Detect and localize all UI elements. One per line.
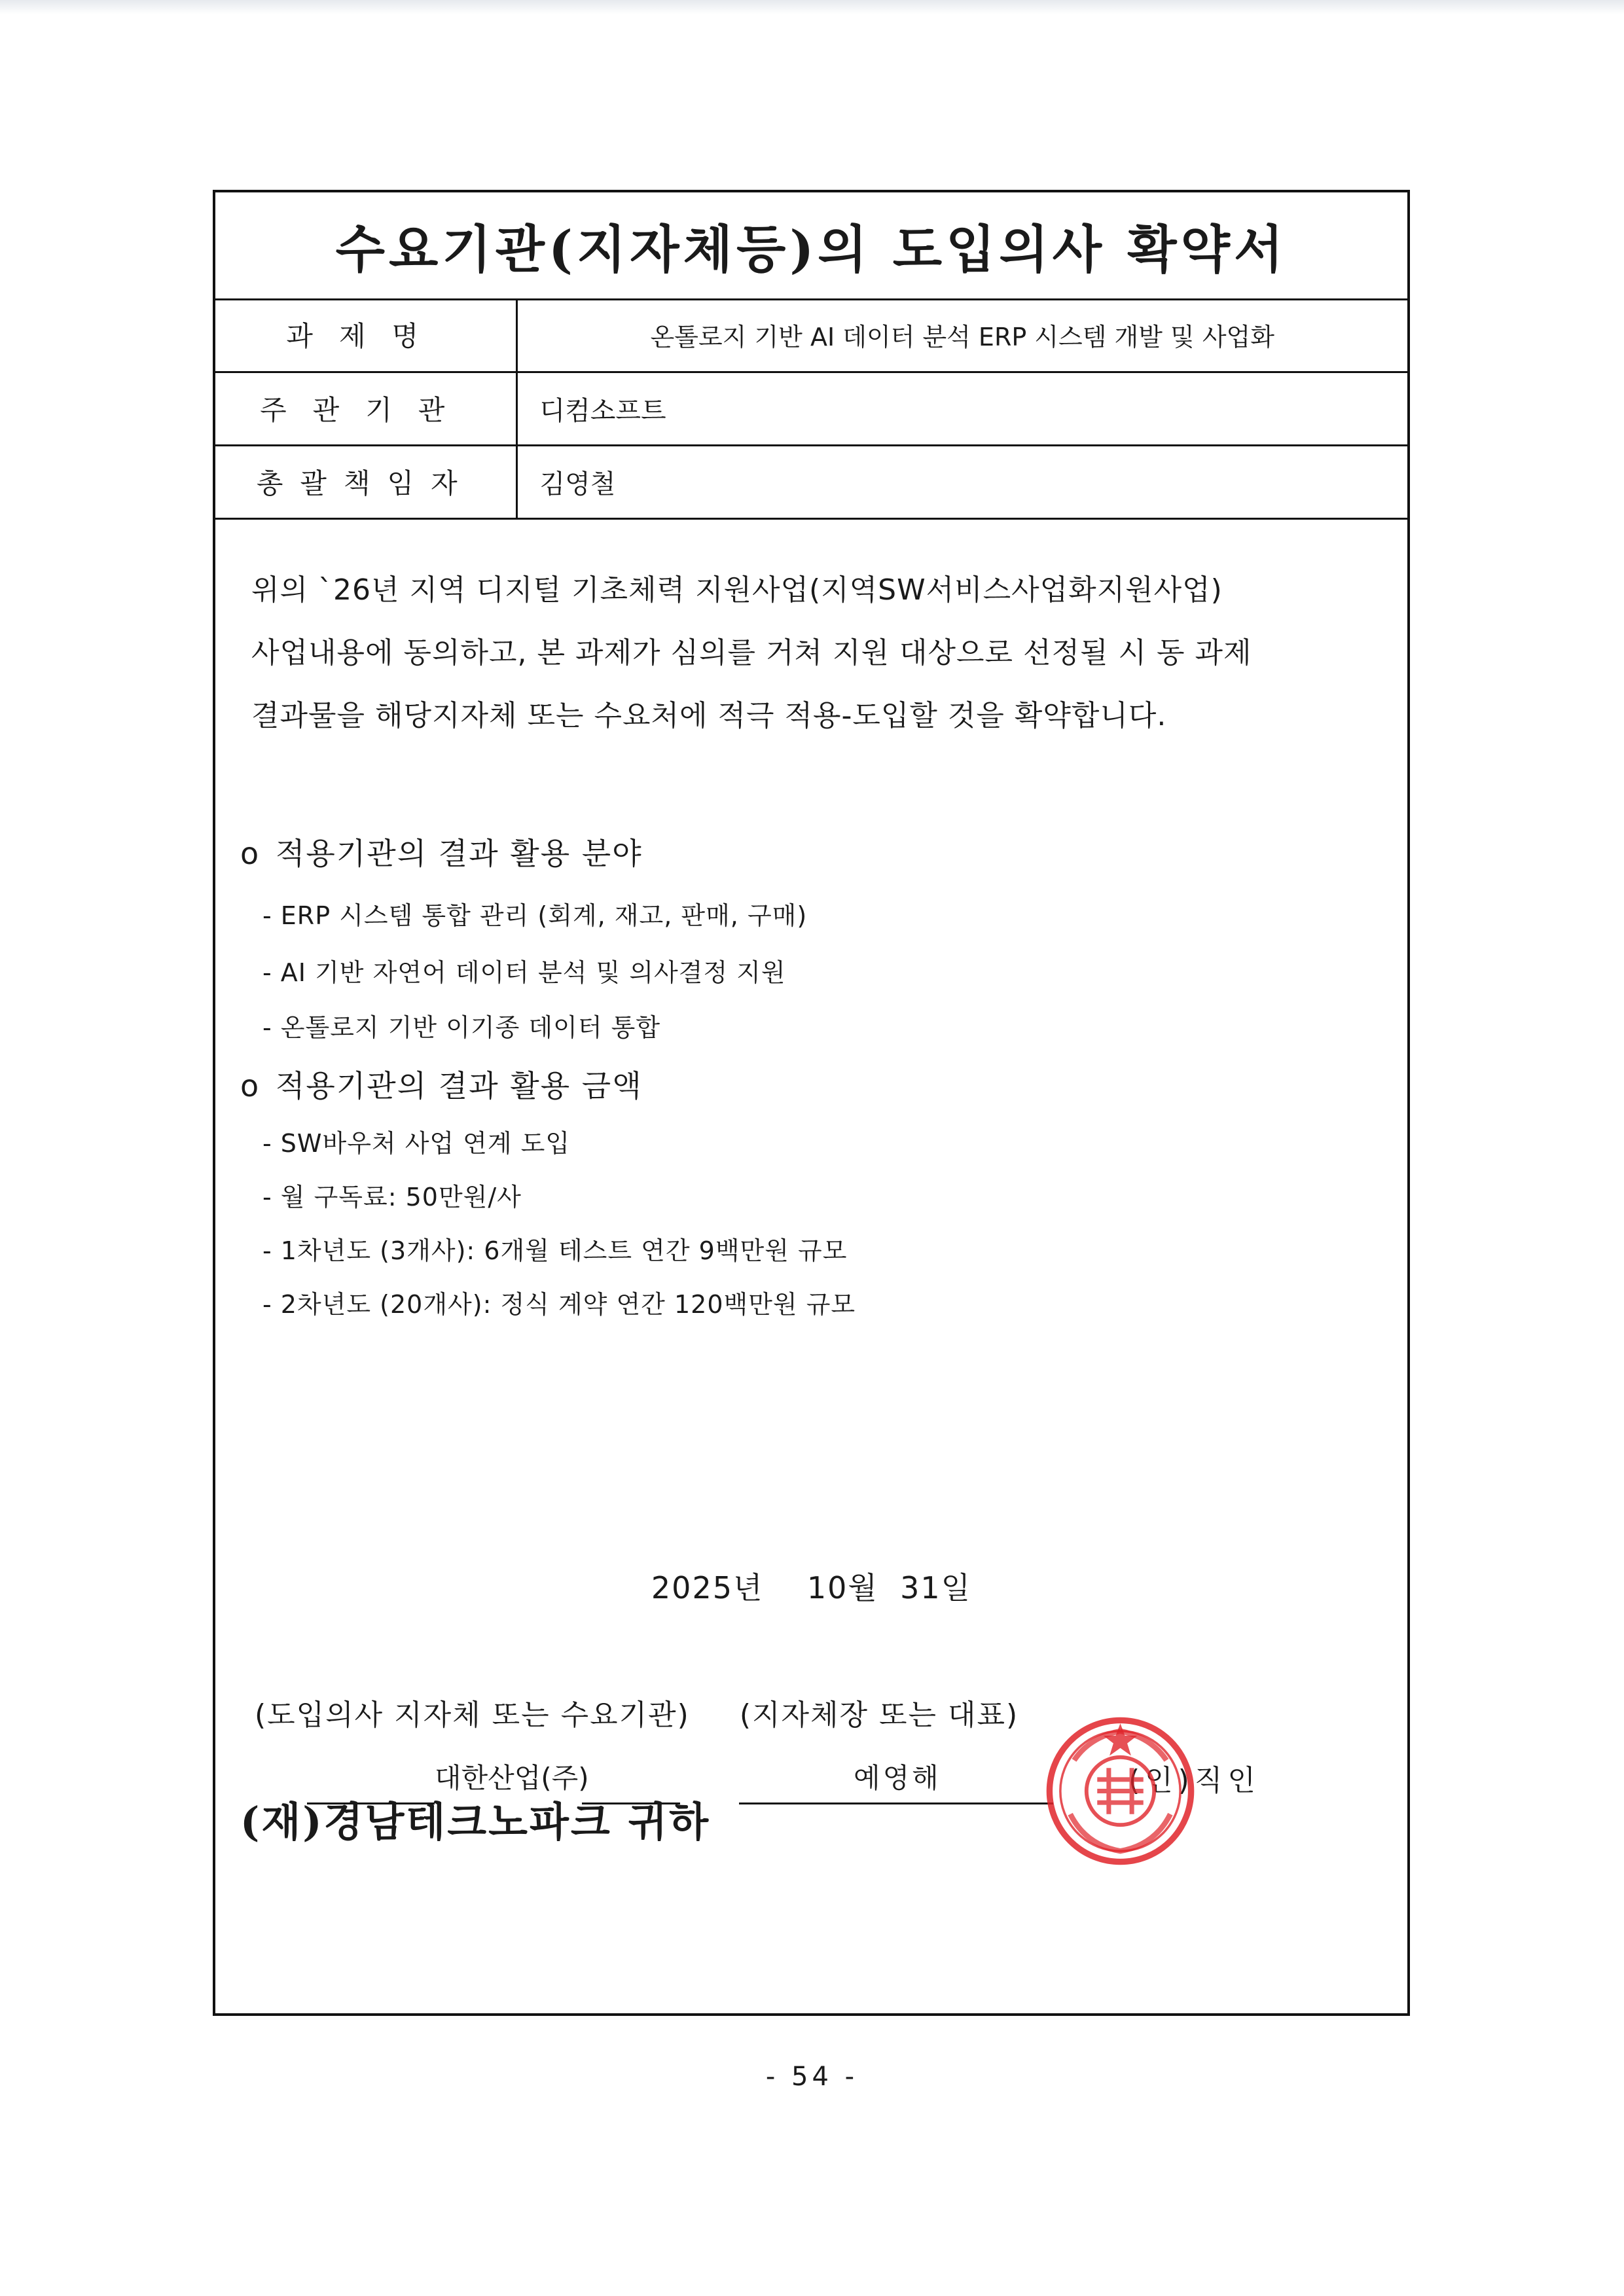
info-label: 주관기관	[215, 372, 516, 445]
signature-labels	[255, 1691, 1058, 1733]
section-heading	[240, 821, 807, 886]
section-item: - 온톨로지 기반 이기종 데이터 통합	[262, 1013, 661, 1042]
info-label: 총괄책임자	[215, 445, 516, 518]
rep-label: (지자체장 또는 대표)	[739, 1698, 1019, 1732]
org-name: 대한산업(주)	[435, 1762, 589, 1794]
rep-name: 예영해	[854, 1762, 941, 1794]
section-item: - 2차년도 (20개사): 정식 계약 연간 120백만원 규모	[262, 1290, 856, 1319]
section-heading-text: 적용기관의 결과 활용 분야	[276, 836, 643, 871]
info-value: 디컴소프트	[516, 372, 1407, 445]
document-frame	[213, 190, 1410, 2016]
commitment-paragraph	[251, 559, 1416, 747]
section-item: - SW바우처 사업 연계 도입	[262, 1129, 571, 1158]
info-row-lead-org	[215, 372, 1407, 445]
section-usage-field	[240, 821, 807, 1055]
section-usage-amount	[240, 1055, 856, 1331]
info-label: 과제명	[215, 298, 516, 372]
bullet-icon: o	[240, 836, 261, 871]
scan-edge	[0, 0, 1624, 14]
info-value: 온톨로지 기반 AI 데이터 분석 ERP 시스템 개발 및 사업화	[516, 298, 1407, 372]
info-table	[215, 298, 1407, 520]
company-seal-icon	[1043, 1714, 1197, 1868]
seal-text: (인)직인	[1128, 1764, 1261, 1797]
org-label: (도입의사 지자체 또는 수요기관)	[255, 1698, 690, 1732]
document-title: 수요기관(지자체등)의 도입의사 확약서	[215, 192, 1407, 300]
section-heading	[240, 1055, 856, 1117]
paragraph-line: 위의 `26년 지역 디지털 기초체력 지원사업(지역SW서비스사업화지원사업)	[251, 573, 1223, 607]
page-number: - 54 -	[765, 2062, 859, 2092]
paragraph-line: 결과물을 해당지자체 또는 수요처에 적극 적용-도입할 것을 확약합니다.	[251, 699, 1167, 732]
paragraph-line: 사업내용에 동의하고, 본 과제가 심의를 거쳐 지원 대상으로 선정될 시 동 과제	[251, 636, 1252, 670]
bullet-icon: o	[240, 1068, 261, 1103]
section-item: - 월 구독료: 50만원/사	[262, 1183, 522, 1211]
info-value: 김영철	[516, 445, 1407, 518]
document-date: 2025년 10월 31일	[651, 1570, 972, 1605]
section-item: - 1차년도 (3개사): 6개월 테스트 연간 9백만원 규모	[262, 1236, 848, 1265]
section-heading-text: 적용기관의 결과 활용 금액	[276, 1068, 643, 1103]
section-item: - ERP 시스템 통합 관리 (회계, 재고, 판매, 구매)	[262, 901, 808, 930]
addressee: (재)경남테크노파크 귀하	[240, 1798, 711, 1846]
info-row-manager	[215, 445, 1407, 518]
section-item: - AI 기반 자연어 데이터 분석 및 의사결정 지원	[262, 958, 786, 987]
info-row-project	[215, 298, 1407, 372]
